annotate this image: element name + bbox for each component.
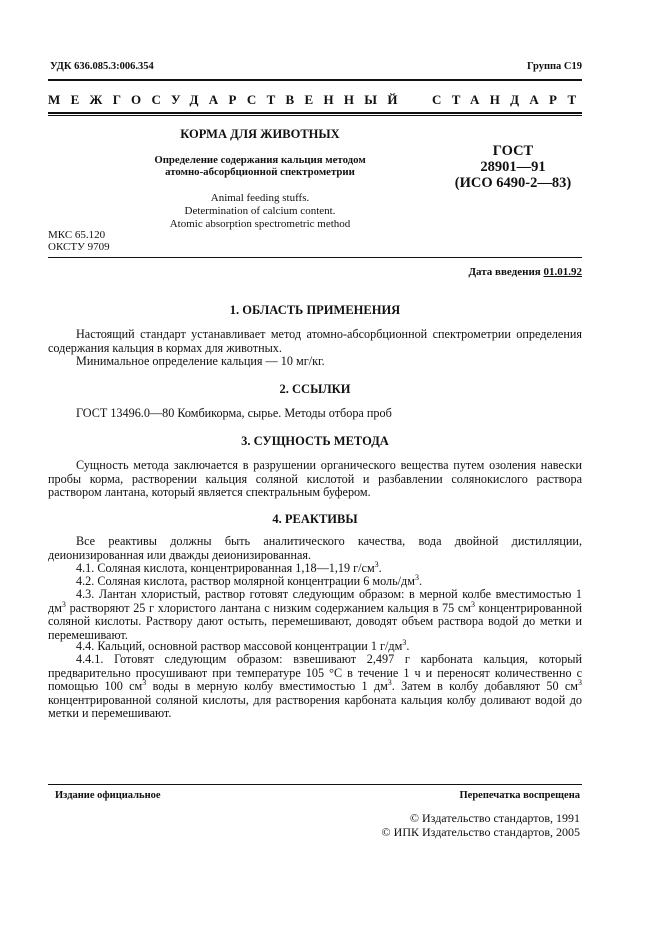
item-4-4-1-text-a: 4.4.1. Готовят следующим образом: взвешивают 2,497 г карбоната кальция, который предварительно просушивают при температуре 105 °С в течение 1 ч и переносят количественно с помощью 100 см: [48, 652, 582, 693]
effective-date-value: 01.01.92: [543, 266, 582, 278]
section-1-heading: 1. ОБЛАСТЬ ПРИМЕНЕНИЯ: [229, 303, 401, 317]
iso-number: (ИСО 6490-2—83): [454, 175, 572, 191]
banner-right: СТАНДАРТ: [432, 92, 587, 107]
item-4-3-text-b: растворяют 25 г хлористого лантана с низким содержанием кальция в 75 см: [65, 600, 472, 615]
item-4-1: 4.1. Соляная кислота, концентрированная 1,18—1,19 $г/см^3$.: [76, 559, 382, 575]
item-4-4-1-text-c: . Затем в колбу добавляют 50 см: [391, 679, 578, 693]
section-1-paragraph-2: Минимальное определение кальция — 10 мг/кг.: [76, 354, 325, 368]
footer-rule: [48, 784, 582, 785]
superscript: 3: [414, 572, 419, 582]
section-3-heading: 3. СУЩНОСТЬ МЕТОДА: [241, 434, 389, 448]
section-4-heading: 4. РЕАКТИВЫ: [272, 512, 358, 526]
item-4-3-text-a: 4.3. Лантан хлористый, раствор готовят следующим образом: в мерной колбе вместимостью 1 дм: [48, 587, 582, 615]
item-4-1-text: 4.1. Соляная кислота, концентрированная 1,18—1,19 г/см: [76, 561, 375, 575]
doc-subtitle-line1: Определение содержания кальция методом: [154, 154, 366, 166]
title-rule: [48, 257, 582, 258]
effective-date-label: Дата введения: [468, 266, 541, 278]
section-2-paragraph-1: ГОСТ 13496.0—80 Комбикорма, сырье. Методы отбора проб: [76, 406, 392, 420]
header-rule: [48, 79, 582, 81]
section-4-intro: Все реактивы должны быть аналитического качества, вода двойной дистилляции, деионизированная или дважды деионизированная.: [48, 534, 582, 562]
superscript: 3: [387, 677, 392, 687]
superscript: 3: [402, 637, 407, 647]
en-title-line2: Determination of calcium content.: [184, 205, 336, 217]
gost-label: ГОСТ: [492, 143, 534, 159]
item-4-4-1-text-b: воды в мерную колбу вместимостью 1 дм: [146, 679, 388, 693]
gost-number: 28901—91: [480, 159, 546, 175]
item-4-4-1: [48, 653, 582, 721]
superscript: 3: [142, 677, 147, 687]
item-4-3-text-c: концентрированной соляной кислоты. Раствору дают остыть, перемешивают, доводят объем раствора водой до метки и перемешивают.: [48, 600, 582, 642]
item-4-2: 4.2. Соляная кислота, раствор молярной концентрации 6 моль/$дм^3$.: [76, 572, 422, 588]
footer-official-edition: Издание официальное: [55, 790, 161, 801]
en-title-line1: Animal feeding stuffs.: [210, 192, 310, 204]
item-4-4: 4.4. Кальций, основной раствор массовой концентрации 1 $г/дм^3$.: [76, 637, 410, 653]
superscript: 3: [61, 599, 66, 609]
banner-rule-top: [48, 112, 582, 114]
item-4-4-1-text-d: концентрированной соляной кислоты, для растворения карбоната кальция колбу доливают водой до метки и перемешивают.: [48, 692, 582, 720]
mks-code: МКС 65.120: [48, 229, 106, 241]
section-2-heading: 2. ССЫЛКИ: [279, 382, 351, 396]
item-4-4-text: 4.4. Кальций, основной раствор массовой концентрации 1 г/дм: [76, 639, 403, 653]
doc-subtitle-line2: атомно-абсорбционной спектрометрии: [165, 166, 355, 178]
superscript: 3: [374, 559, 379, 569]
item-4-3: [48, 588, 582, 642]
udk-code: УДК 636.085.3:006.354: [50, 61, 154, 72]
copyright-1991: © Издательство стандартов, 1991: [409, 811, 580, 825]
copyright-2005: © ИПК Издательство стандартов, 2005: [381, 825, 580, 839]
doc-title: КОРМА ДЛЯ ЖИВОТНЫХ: [180, 127, 340, 141]
section-3-paragraph-1: Сущность метода заключается в разрушении органического вещества путем озоления навески пробы корма, растворении кальция соляной кислотой и разбавлении солянокислого раствора раствором лантана, который является спектральным буфером.: [48, 458, 582, 499]
superscript: 3: [471, 599, 476, 609]
effective-date: [400, 266, 582, 278]
okstu-code: ОКСТУ 9709: [48, 241, 110, 253]
item-4-2-text: 4.2. Соляная кислота, раствор молярной концентрации 6 моль/дм: [76, 574, 415, 588]
superscript: 3: [578, 677, 582, 687]
footer-reprint-prohibited: Перепечатка воспрещена: [459, 790, 580, 801]
group-code: Группа С19: [526, 61, 582, 72]
banner-left: МЕЖГОСУДАРСТВЕННЫЙ: [48, 92, 408, 107]
banner-rule-bottom: [48, 115, 582, 116]
section-1-paragraph-1: Настоящий стандарт устанавливает метод атомно-абсорбционной спектрометрии определения содержания кальция в кормах для животных.: [48, 327, 582, 355]
en-title-line3: Atomic absorption spectrometric method: [169, 218, 351, 230]
